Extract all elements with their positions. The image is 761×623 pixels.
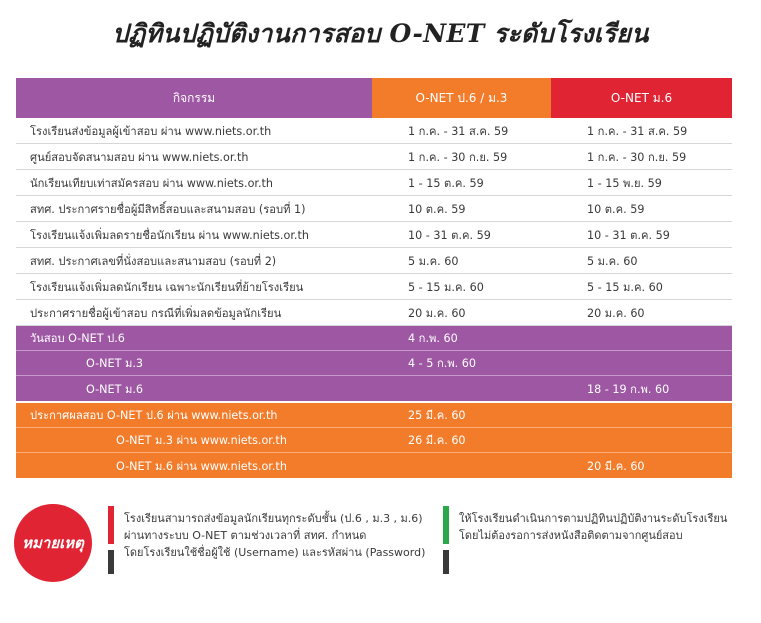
header-activity: กิจกรรม	[16, 78, 372, 118]
table-row	[16, 144, 732, 170]
table-row	[16, 222, 732, 248]
table-row	[16, 170, 732, 196]
activity-cell: นักเรียนเทียบเท่าสมัครสอบ ผ่าน www.niets.or.th	[30, 176, 274, 190]
p6-date-cell: 25 มี.ค. 60	[408, 409, 466, 422]
table-row	[16, 196, 732, 222]
exam-label: วันสอบ O-NET ป.6	[30, 332, 125, 345]
note-bar-red	[108, 506, 114, 544]
activity-cell: สทศ. ประกาศรายชื่อผู้มีสิทธิ์สอบและสนามสอบ (รอบที่ 1)	[30, 202, 306, 216]
activity-cell: โรงเรียนส่งข้อมูลผู้เข้าสอบ ผ่าน www.niets.or.th	[30, 124, 272, 138]
p6-date-cell: 20 ม.ค. 60	[408, 306, 466, 320]
results-row	[16, 403, 732, 428]
m6-date-cell	[551, 351, 732, 375]
results-label: O-NET ม.3 ผ่าน www.niets.or.th	[116, 434, 287, 447]
p6-date-cell: 5 ม.ค. 60	[408, 254, 459, 268]
header-onet-m6: O-NET ม.6	[551, 78, 732, 118]
activity-cell: โรงเรียนแจ้งเพิ่มลดนักเรียน เฉพาะนักเรียนที่ย้ายโรงเรียน	[30, 280, 304, 294]
results-row	[16, 428, 732, 453]
m6-date-cell: 18 - 19 ก.พ. 60	[587, 382, 670, 396]
p6-date-cell: 26 มี.ค. 60	[408, 434, 466, 447]
m6-date-cell: 5 - 15 ม.ค. 60	[587, 280, 663, 294]
p6-date-cell: 10 - 31 ต.ค. 59	[408, 228, 491, 242]
activity-cell: ศูนย์สอบจัดสนามสอบ ผ่าน www.niets.or.th	[30, 150, 249, 164]
m6-date-cell: 20 ม.ค. 60	[587, 306, 645, 320]
p6-date-cell: 5 - 15 ม.ค. 60	[408, 280, 484, 294]
p6-date-cell: 1 - 15 ต.ค. 59	[408, 176, 484, 190]
results-label: ประกาศผลสอบ O-NET ป.6 ผ่าน www.niets.or.th	[30, 409, 278, 422]
note-left-line: ผ่านทางระบบ O-NET ตามช่วงเวลาที่ สทศ. กำหนด	[124, 529, 367, 542]
note-left-line: โรงเรียนสามารถส่งข้อมูลนักเรียนทุกระดับชั้น (ป.6 , ม.3 , ม.6)	[124, 512, 423, 525]
note-right-text	[459, 510, 727, 544]
exam-row	[16, 351, 732, 376]
m6-date-cell: 5 ม.ค. 60	[587, 254, 638, 268]
table-row	[16, 274, 732, 300]
schedule-table	[16, 78, 732, 478]
note-bar-green	[443, 506, 449, 544]
activity-cell: ประกาศรายชื่อผู้เข้าสอบ กรณีที่เพิ่มลดข้อมูลนักเรียน	[30, 306, 282, 320]
activity-cell: สทศ. ประกาศเลขที่นั่งสอบและสนามสอบ (รอบที่ 2)	[30, 254, 277, 268]
note-badge: หมายเหตุ	[14, 504, 92, 582]
p6-date-cell: 1 ก.ค. - 30 ก.ย. 59	[408, 150, 508, 164]
m6-date-cell	[551, 326, 732, 350]
table-row	[16, 118, 732, 144]
header-onet-p6-m3: O-NET ป.6 / ม.3	[372, 78, 551, 118]
m6-date-cell: 20 มี.ค. 60	[587, 459, 645, 473]
m6-date-cell	[551, 428, 732, 452]
p6-date-cell	[372, 453, 551, 478]
exam-label: O-NET ม.3	[86, 357, 144, 370]
note-right-line: โดยไม่ต้องรอการส่งหนังสือติดตามจากศูนย์สอบ	[459, 529, 683, 542]
note-bar-dark	[443, 550, 449, 574]
m6-date-cell: 1 ก.ค. - 30 ก.ย. 59	[587, 150, 687, 164]
p6-date-cell: 4 - 5 ก.พ. 60	[408, 357, 476, 370]
table-header	[16, 78, 732, 118]
m6-date-cell: 1 ก.ค. - 31 ส.ค. 59	[587, 124, 688, 138]
note-left-line: โดยโรงเรียนใช้ชื่อผู้ใช้ (Username) และรหัสผ่าน (Password)	[124, 546, 426, 559]
p6-date-cell: 4 ก.พ. 60	[408, 332, 458, 345]
m6-date-cell: 1 - 15 พ.ย. 59	[587, 176, 662, 190]
p6-date-cell	[372, 376, 551, 401]
exam-label: O-NET ม.6	[86, 382, 144, 396]
note-left-text	[124, 510, 425, 561]
m6-date-cell	[551, 403, 732, 427]
note-right-line: ให้โรงเรียนดำเนินการตามปฏิทินปฏิบัติงานระดับโรงเรียน	[459, 512, 728, 525]
exam-row	[16, 326, 732, 351]
page-title: ปฏิทินปฏิบัติงานการสอบ O-NET ระดับโรงเรียน	[112, 19, 649, 48]
table-row	[16, 300, 732, 326]
results-label: O-NET ม.6 ผ่าน www.niets.or.th	[116, 459, 287, 473]
m6-date-cell: 10 - 31 ต.ค. 59	[587, 228, 670, 242]
activity-cell: โรงเรียนแจ้งเพิ่มลดรายชื่อนักเรียน ผ่าน www.niets.or.th	[30, 228, 309, 242]
m6-date-cell: 10 ต.ค. 59	[587, 202, 645, 216]
p6-date-cell: 1 ก.ค. - 31 ส.ค. 59	[408, 124, 509, 138]
exam-row	[16, 376, 732, 401]
note-bar-dark	[108, 550, 114, 574]
results-row	[16, 453, 732, 478]
p6-date-cell: 10 ต.ค. 59	[408, 202, 466, 216]
table-row	[16, 248, 732, 274]
